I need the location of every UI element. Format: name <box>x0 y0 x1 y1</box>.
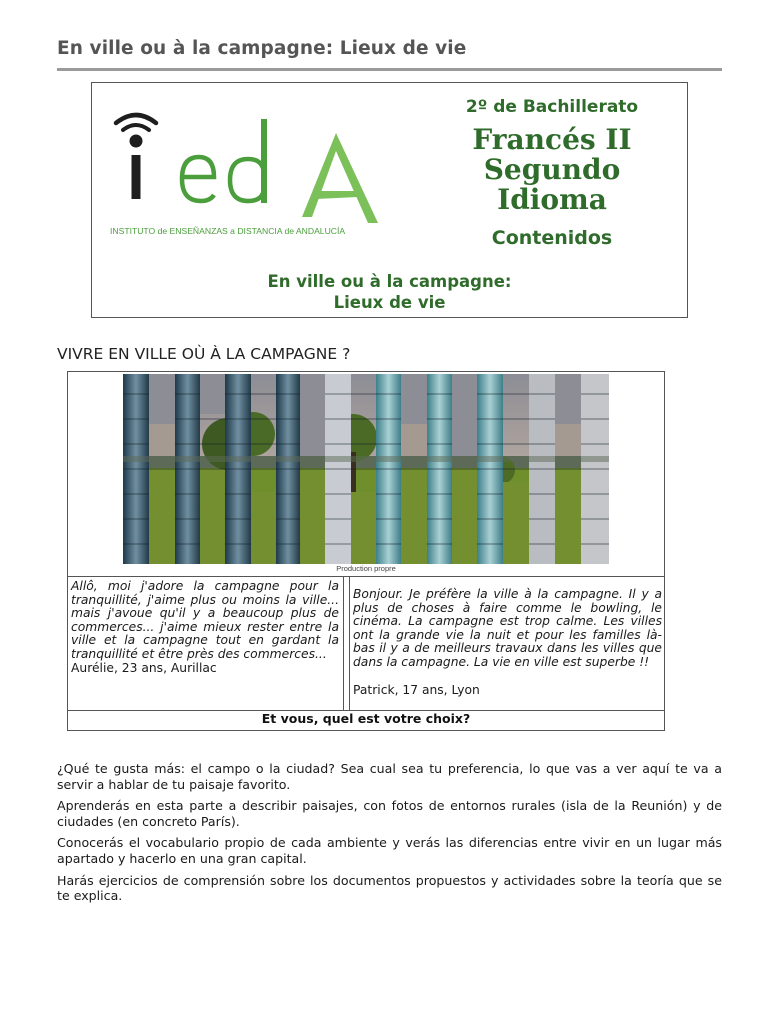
course-subject-line: Segundo <box>483 153 621 186</box>
quote-right <box>353 588 662 697</box>
table-column-divider <box>343 576 344 710</box>
page-title: En ville ou à la campagne: Lieux de vie <box>57 38 467 59</box>
title-divider <box>57 68 722 71</box>
quote-text: Allô, moi j'adore la campagne pour la tranquillité, j'aime plus ou moins la ville... mais j'avoue qu'il y a beaucoup plus de commerces... j'aime mieux rester entre la ville et la campagne tout en gardant la tranquillité et être près des commerces... <box>71 579 339 661</box>
course-level: 2º de Bachillerato <box>465 97 639 117</box>
course-info <box>437 97 667 249</box>
unit-title-line: Lieux de vie <box>333 293 446 312</box>
paragraph: Aprenderás en esta parte a describir paisajes, con fotos de entornos rurales (isla de la Reunión) y de ciudades (en concreto París). <box>57 798 722 829</box>
paragraph: ¿Qué te gusta más: el campo o la ciudad? Sea cual sea tu preferencia, lo que vas a ver aquí te va a servir a hablar de tu paisaje favorito. <box>57 761 722 792</box>
quote-left <box>71 580 339 675</box>
choice-question: Et vous, quel est votre choix? <box>261 711 471 726</box>
course-subject-line: Francés II <box>472 123 632 156</box>
course-header-box <box>91 82 688 318</box>
quote-author: Patrick, 17 ans, Lyon <box>353 682 480 697</box>
table-column-divider <box>349 576 350 710</box>
section-heading: VIVRE EN VILLE OÙ À LA CAMPAGNE ? <box>57 345 351 363</box>
quote-author: Aurélie, 23 ans, Aurillac <box>71 660 217 675</box>
course-subject-line: Idioma <box>497 183 607 216</box>
contents-label: Contenidos <box>491 227 613 249</box>
quote-text: Bonjour. Je préfère la ville à la campagne. Il y a plus de choses à faire comme le bowling, le cinéma. La campagne est trop calme. Les villes ont la grande vie la nuit et pour les familles là-bas il y a de meilleurs travaux dans les villes que dans la campagne. La vie en ville est superbe !! <box>353 587 662 669</box>
unit-title <box>92 271 687 313</box>
intro-text <box>57 761 722 910</box>
photo-credit: Production propre <box>336 564 396 573</box>
testimonial-table <box>67 371 665 731</box>
unit-title-line: En ville ou à la campagne: <box>267 272 512 291</box>
logo-caption: INSTITUTO de ENSEÑANZAS a DISTANCIA de ANDALUCÍA <box>110 226 346 236</box>
ieda-logo <box>106 105 386 227</box>
paragraph: Conocerás el vocabulario propio de cada ambiente y verás las diferencias entre vivir en un lugar más apartado y hacerlo en una gran capital. <box>57 835 722 866</box>
paragraph: Harás ejercicios de comprensión sobre los documentos propuestos y actividades sobre la teoría que se te explica. <box>57 872 722 904</box>
city-countryside-photo <box>123 374 609 564</box>
table-divider <box>68 576 664 577</box>
